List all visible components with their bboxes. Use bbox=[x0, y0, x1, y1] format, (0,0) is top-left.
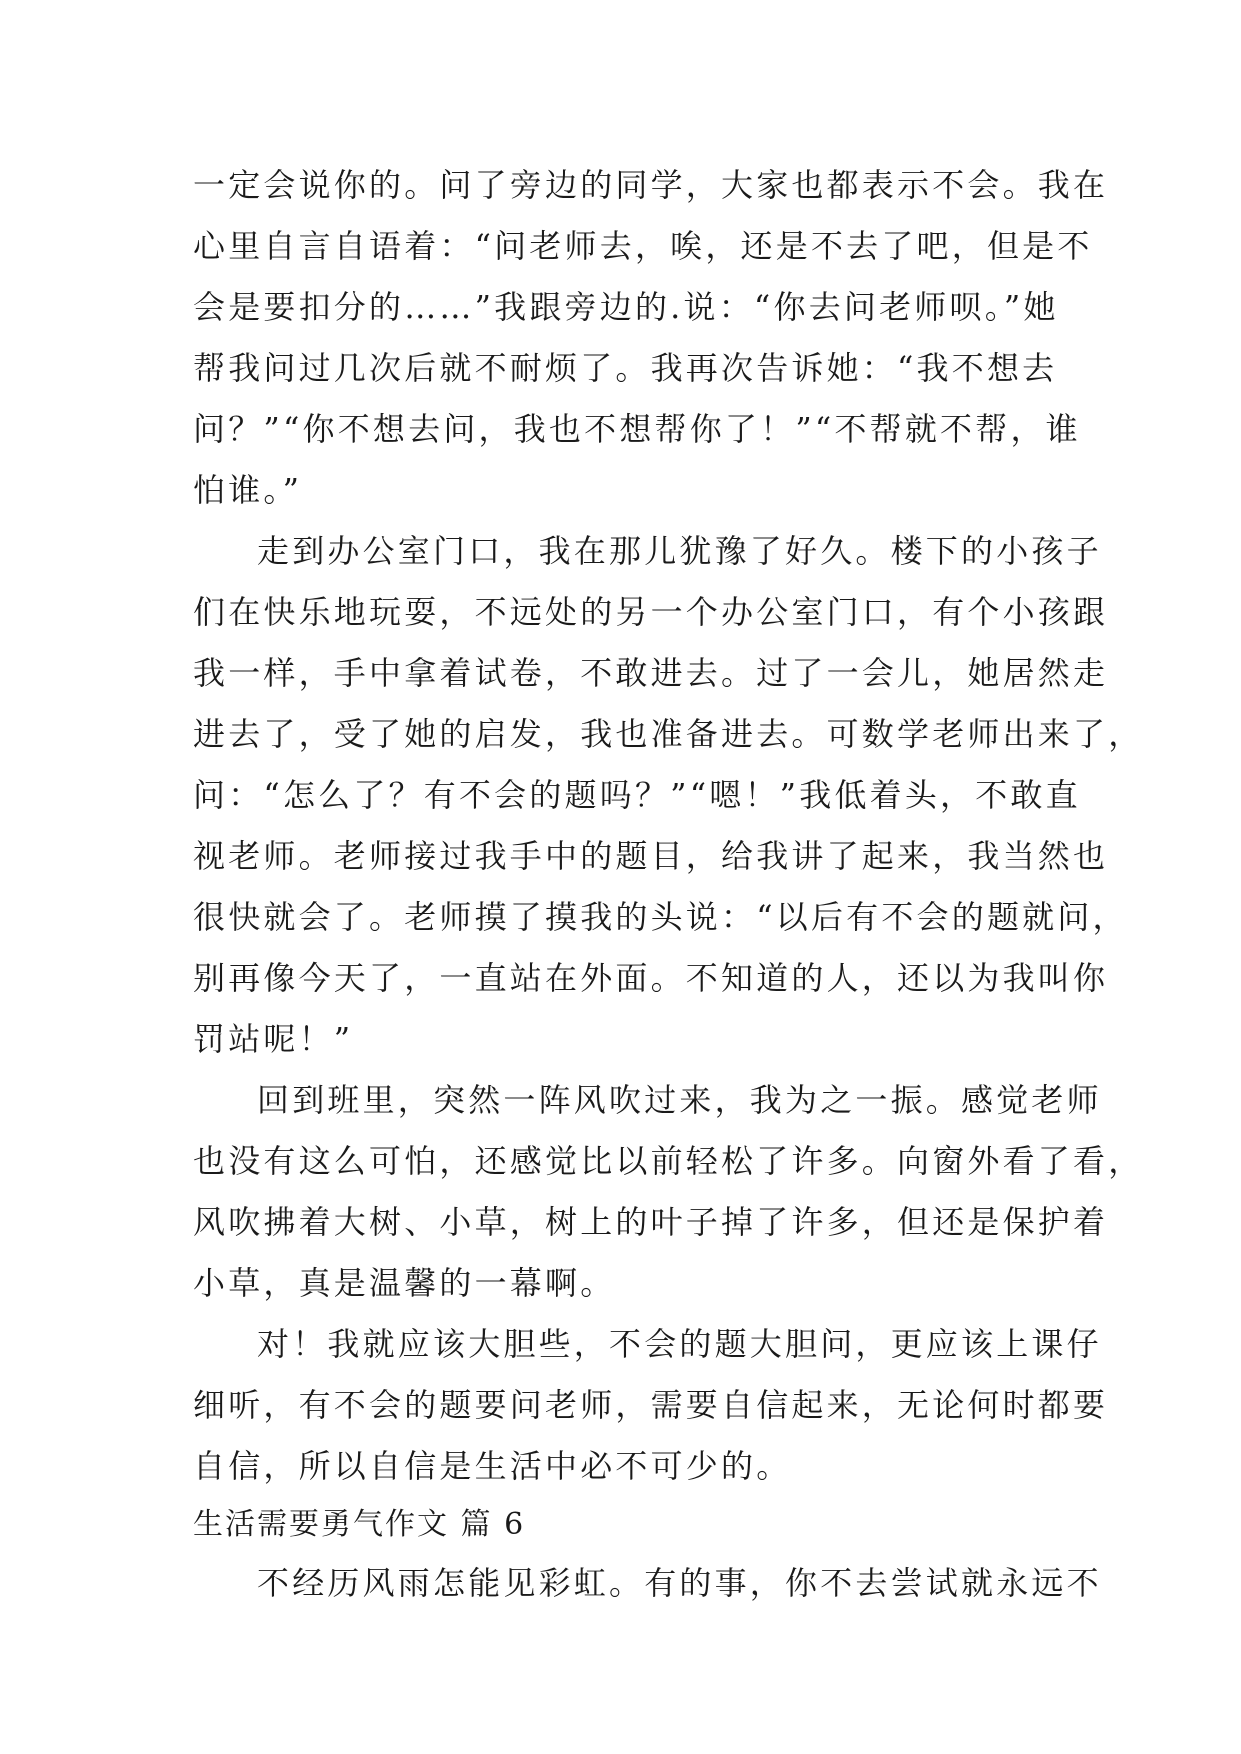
text-line: 帮我问过几次后就不耐烦了。我再次告诉她：“我不想去 bbox=[193, 349, 1058, 387]
text-line: 我一样，手中拿着试卷，不敢进去。过了一会儿，她居然走 bbox=[193, 654, 1109, 692]
text-line: 一定会说你的。问了旁边的同学，大家也都表示不会。我在 bbox=[193, 166, 1109, 204]
paragraph-5 bbox=[193, 1553, 1102, 1614]
text-line: 会是要扣分的……”我跟旁边的.说：“你去问老师呗。”她 bbox=[193, 288, 1059, 326]
text-line: 走到办公室门口，我在那儿犹豫了好久。楼下的小孩子 bbox=[257, 532, 1102, 570]
document-body bbox=[193, 155, 1144, 1614]
paragraph-2 bbox=[193, 521, 1144, 1070]
paragraph-1 bbox=[193, 155, 1109, 521]
text-line: 小草，真是温馨的一幕啊。 bbox=[193, 1264, 616, 1302]
text-line: 进去了，受了她的启发，我也准备进去。可数学老师出来了， bbox=[193, 715, 1144, 753]
text-line: 细听，有不会的题要问老师，需要自信起来，无论何时都要 bbox=[193, 1386, 1109, 1424]
text-line: 回到班里，突然一阵风吹过来，我为之一振。感觉老师 bbox=[257, 1081, 1102, 1119]
text-line: 也没有这么可怕，还感觉比以前轻松了许多。向窗外看了看， bbox=[193, 1142, 1144, 1180]
text-line: 自信，所以自信是生活中必不可少的。 bbox=[193, 1447, 792, 1485]
paragraph-4 bbox=[193, 1314, 1109, 1497]
text-line: 不经历风雨怎能见彩虹。有的事，你不去尝试就永远不 bbox=[257, 1564, 1102, 1602]
text-line: 怕谁。” bbox=[193, 471, 303, 509]
text-line: 风吹拂着大树、小草，树上的叶子掉了许多，但还是保护着 bbox=[193, 1203, 1109, 1241]
text-line: 别再像今天了，一直站在外面。不知道的人，还以为我叫你 bbox=[193, 959, 1109, 997]
text-line: 对！我就应该大胆些，不会的题大胆问，更应该上课仔 bbox=[257, 1325, 1102, 1363]
section-heading: 生活需要勇气作文 篇 6 bbox=[193, 1507, 526, 1542]
text-line: 很快就会了。老师摸了摸我的头说：“以后有不会的题就问， bbox=[193, 898, 1128, 936]
text-line: 罚站呢！” bbox=[193, 1020, 354, 1058]
text-line: 心里自言自语着：“问老师去，唉，还是不去了吧，但是不 bbox=[193, 227, 1093, 265]
text-line: 们在快乐地玩耍，不远处的另一个办公室门口，有个小孩跟 bbox=[193, 593, 1109, 631]
text-line: 问：“怎么了？有不会的题吗？”“嗯！”我低着头，不敢直 bbox=[193, 776, 1081, 814]
text-line: 问？”“你不想去问，我也不想帮你了！”“不帮就不帮，谁 bbox=[193, 410, 1081, 448]
paragraph-3 bbox=[193, 1070, 1144, 1314]
text-line: 视老师。老师接过我手中的题目，给我讲了起来，我当然也 bbox=[193, 837, 1109, 875]
